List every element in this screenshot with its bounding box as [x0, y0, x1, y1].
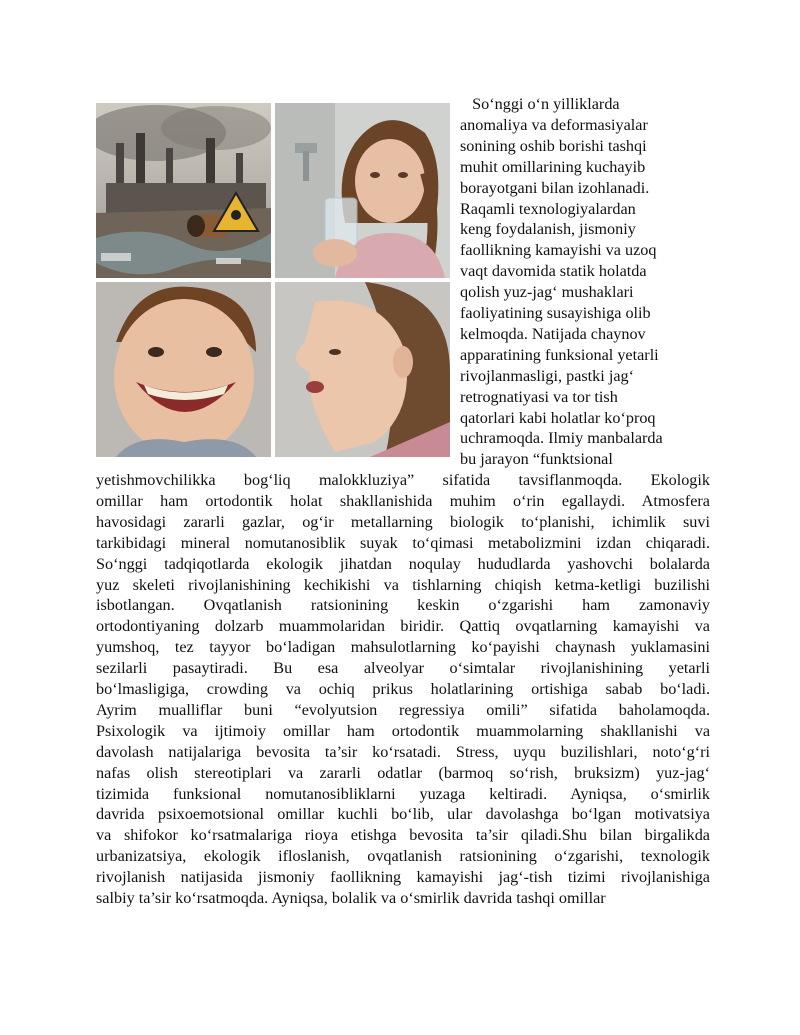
text-line: davrida psixoemotsional omillar kuchli bo‘lib, ular davolashga bo‘lgan motivatsiya: [96, 805, 710, 824]
text-line: yuz skeleti rivojlanishining kechikishi va tishlarning chiqish ketma-ketligi buzilishi: [96, 575, 710, 594]
text-line: uchramoqda. Ilmiy manbalarda: [460, 429, 663, 448]
text-line: Raqamli texnologiyalardan: [460, 199, 636, 218]
text-line: rivojlanmasligi, pastki jag‘: [460, 366, 634, 385]
text-line: So‘nggi tadqiqotlarda ekologik jihatdan noqulay hududlarda yashovchi bolalarda: [96, 554, 710, 573]
text-line: va shifokor ko‘rsatmalariga rioya etishga bevosita ta’sir qiladi.Shu bilan birgalikda: [96, 826, 710, 845]
text-line: faoliyatining susayishiga olib: [460, 304, 651, 322]
collage-figure: [96, 103, 450, 457]
factory-pollution-icon: [96, 103, 271, 278]
text-line: So‘nggi o‘n yilliklarda: [460, 95, 620, 113]
text-line: ortodontiyaning dolzarb muammolaridan biridir. Qattiq ovqatlarning kamayishi va: [96, 617, 710, 636]
text-line: yetishmovchilikka bog‘liq malokkluziya” sifatida tavsiflanmoqda. Ekologik: [96, 471, 710, 489]
text-line: isbotlangan. Ovqatlanish ratsionining keskin o‘zgarishi ham zamonaviy: [96, 596, 710, 615]
text-line: muhit omillarining kuchayib: [460, 157, 646, 176]
text-line: keng foydalanish, jismoniy: [460, 220, 636, 239]
text-line: Psixologik va ijtimoiy omillar ham ortodontik muammolarning shakllanishi va: [96, 721, 710, 740]
text-line: omillar ham ortodontik holat shakllanishida muhim o‘rin egallaydi. Atmosfera: [96, 491, 710, 510]
text-line: tarkibidagi mineral nomutanosiblik suyak to‘qimasi metabolizmini izdan chiqaradi.: [96, 533, 710, 552]
girl-drinking-water-icon: [275, 103, 450, 278]
text-line: kelmoqda. Natijada chaynov: [460, 324, 646, 343]
text-line: qatorlari kabi holatlar ko‘proq: [460, 408, 656, 427]
text-line: davolash natijalariga bevosita ta’sir ko‘rsatadi. Stress, uyqu buzilishlari, noto‘g‘ri: [96, 742, 710, 761]
text-line: vaqt davomida statik holatda: [460, 262, 647, 281]
text-line: anomaliya va deformasiyalar: [460, 115, 648, 134]
text-line: faollikning kamayishi va uzoq: [460, 241, 657, 260]
girl-profile-open-mouth-icon: [275, 282, 450, 457]
text-line: Ayrim mualliflar buni “evolyutsion regressiya omili” sifatida baholamoqda.: [96, 700, 710, 719]
text-line: borayotgani bilan izohlanadi.: [460, 178, 650, 197]
text-line: qolish yuz-jag‘ mushaklari: [460, 283, 634, 302]
text-line: apparatining funksional yetarli: [460, 345, 659, 364]
text-line: salbiy ta’sir ko‘rsatmoqda. Ayniqsa, bolalik va o‘smirlik davrida tashqi omillar: [96, 889, 606, 907]
text-line: yumshoq, tez tayyor bo‘ladigan mahsulotlarning ko‘payishi chaynash yuklamasini: [96, 638, 710, 657]
text-line: sezilarli pasaytiradi. Bu esa alveolyar o‘simtalar rivojlanishining yetarli: [96, 659, 710, 678]
text-line: havosidagi zararli gazlar, og‘ir metallarning biologik to‘planishi, ichimlik suvi: [96, 512, 710, 531]
text-line: nafas olish stereotiplari va zararli odatlar (barmoq so‘rish, bruksizm) yuz-jag‘: [96, 763, 710, 782]
text-line: tizimida funksional nomutanosibliklarni yuzaga keltiradi. Ayniqsa, o‘smirlik: [96, 784, 710, 803]
boy-smiling-teeth-icon: [96, 282, 271, 457]
text-line: rivojlanish natijasida jismoniy faollikning kamayishi jag‘-tish tizimi rivojlanishiga: [96, 868, 710, 887]
text-line: bo‘lmasligiga, crowding va ochiq prikus holatlarining ortishiga sabab bo‘ladi.: [96, 680, 710, 698]
text-line: urbanizatsiya, ekologik ifloslanish, ovqatlanish ratsionining o‘zgarishi, texnologik: [96, 847, 710, 866]
text-line: bu jarayon “funktsional: [460, 450, 613, 469]
text-line: retrognatiyasi va tor tish: [460, 387, 618, 406]
text-line: sonining oshib borishi tashqi: [460, 136, 647, 155]
